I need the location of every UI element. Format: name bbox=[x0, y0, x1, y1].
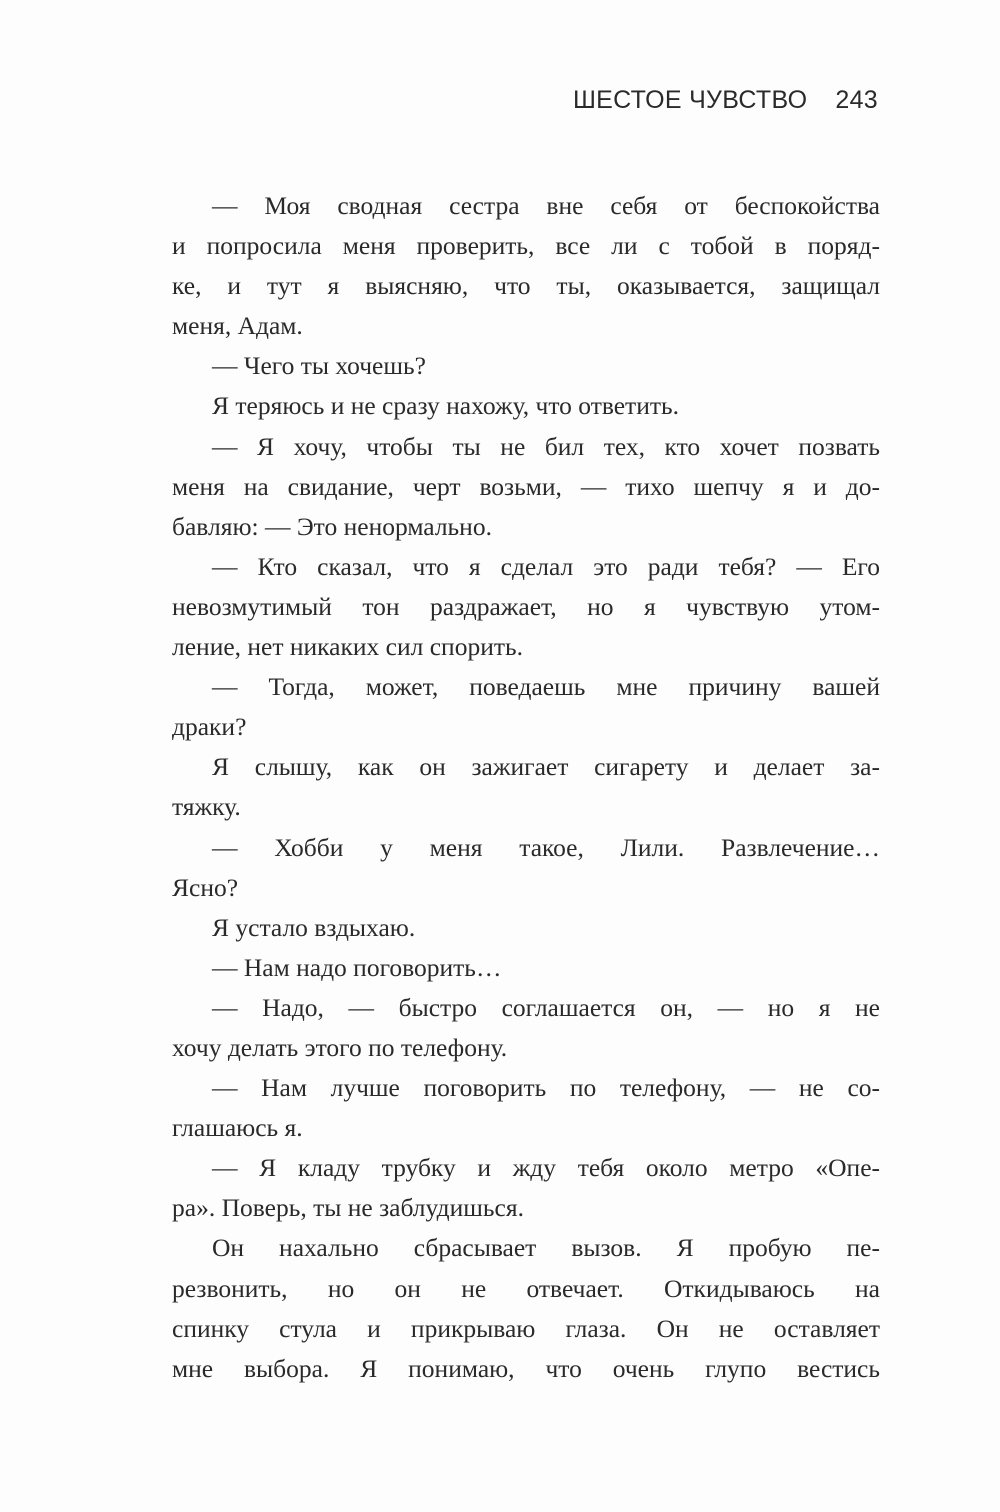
text-line: резвонить, но он не отвечает. Откидываюсь на bbox=[172, 1273, 880, 1303]
text-line: — Хобби у меня такое, Лили. Развлечение… bbox=[212, 832, 880, 862]
body-text bbox=[172, 186, 880, 1389]
text-line: — Я хочу, чтобы ты не бил тех, кто хочет позвать bbox=[212, 431, 880, 461]
text-line: ке, и тут я выясняю, что ты, оказывается, защищал bbox=[172, 271, 880, 301]
text-line: — Я кладу трубку и жду тебя около метро «Опе- bbox=[212, 1153, 880, 1183]
text-line: тяжку. bbox=[172, 792, 241, 822]
running-title: ШЕСТОЕ ЧУВСТВО bbox=[572, 86, 808, 114]
text-line: — Нам лучше поговорить по телефону, — не со- bbox=[212, 1073, 880, 1103]
text-line: Он нахально сбрасывает вызов. Я пробую пе- bbox=[212, 1233, 880, 1263]
text-line: драки? bbox=[172, 712, 247, 742]
text-line: хочу делать этого по телефону. bbox=[172, 1032, 508, 1062]
text-line: мне выбора. Я понимаю, что очень глупо вестись bbox=[172, 1353, 880, 1383]
text-line: — Тогда, может, поведаешь мне причину вашей bbox=[212, 672, 880, 702]
running-head bbox=[573, 86, 878, 115]
text-line: Я теряюсь и не сразу нахожу, что ответить. bbox=[212, 391, 679, 421]
page-number: 243 bbox=[835, 86, 878, 114]
text-line: ра». Поверь, ты не заблудишься. bbox=[172, 1193, 524, 1223]
text-line: бавляю: — Это ненормально. bbox=[172, 511, 492, 541]
text-line: — Надо, — быстро соглашается он, — но я не bbox=[212, 992, 880, 1022]
text-line: — Чего ты хочешь? bbox=[212, 351, 426, 381]
text-line: и попросила меня проверить, все ли с тобой в поряд- bbox=[172, 231, 880, 261]
text-line: — Моя сводная сестра вне себя от беспокойства bbox=[212, 191, 880, 220]
text-line: невозмутимый тон раздражает, но я чувствую утом- bbox=[172, 591, 880, 621]
text-line: — Нам надо поговорить… bbox=[212, 952, 502, 982]
text-line: ление, нет никаких сил спорить. bbox=[172, 632, 523, 662]
text-line: — Кто сказал, что я сделал это ради тебя? — Его bbox=[212, 551, 880, 581]
text-line: меня на свидание, черт возьми, — тихо шепчу я и до- bbox=[172, 471, 880, 501]
text-line: спинку стула и прикрываю глаза. Он не оставляет bbox=[172, 1313, 880, 1343]
text-line: меня, Адам. bbox=[172, 311, 303, 341]
text-line: Я устало вздыхаю. bbox=[212, 912, 416, 942]
text-line: Ясно? bbox=[172, 872, 239, 902]
text-line: глашаюсь я. bbox=[172, 1113, 303, 1143]
text-line: Я слышу, как он зажигает сигарету и делает за- bbox=[212, 752, 880, 782]
